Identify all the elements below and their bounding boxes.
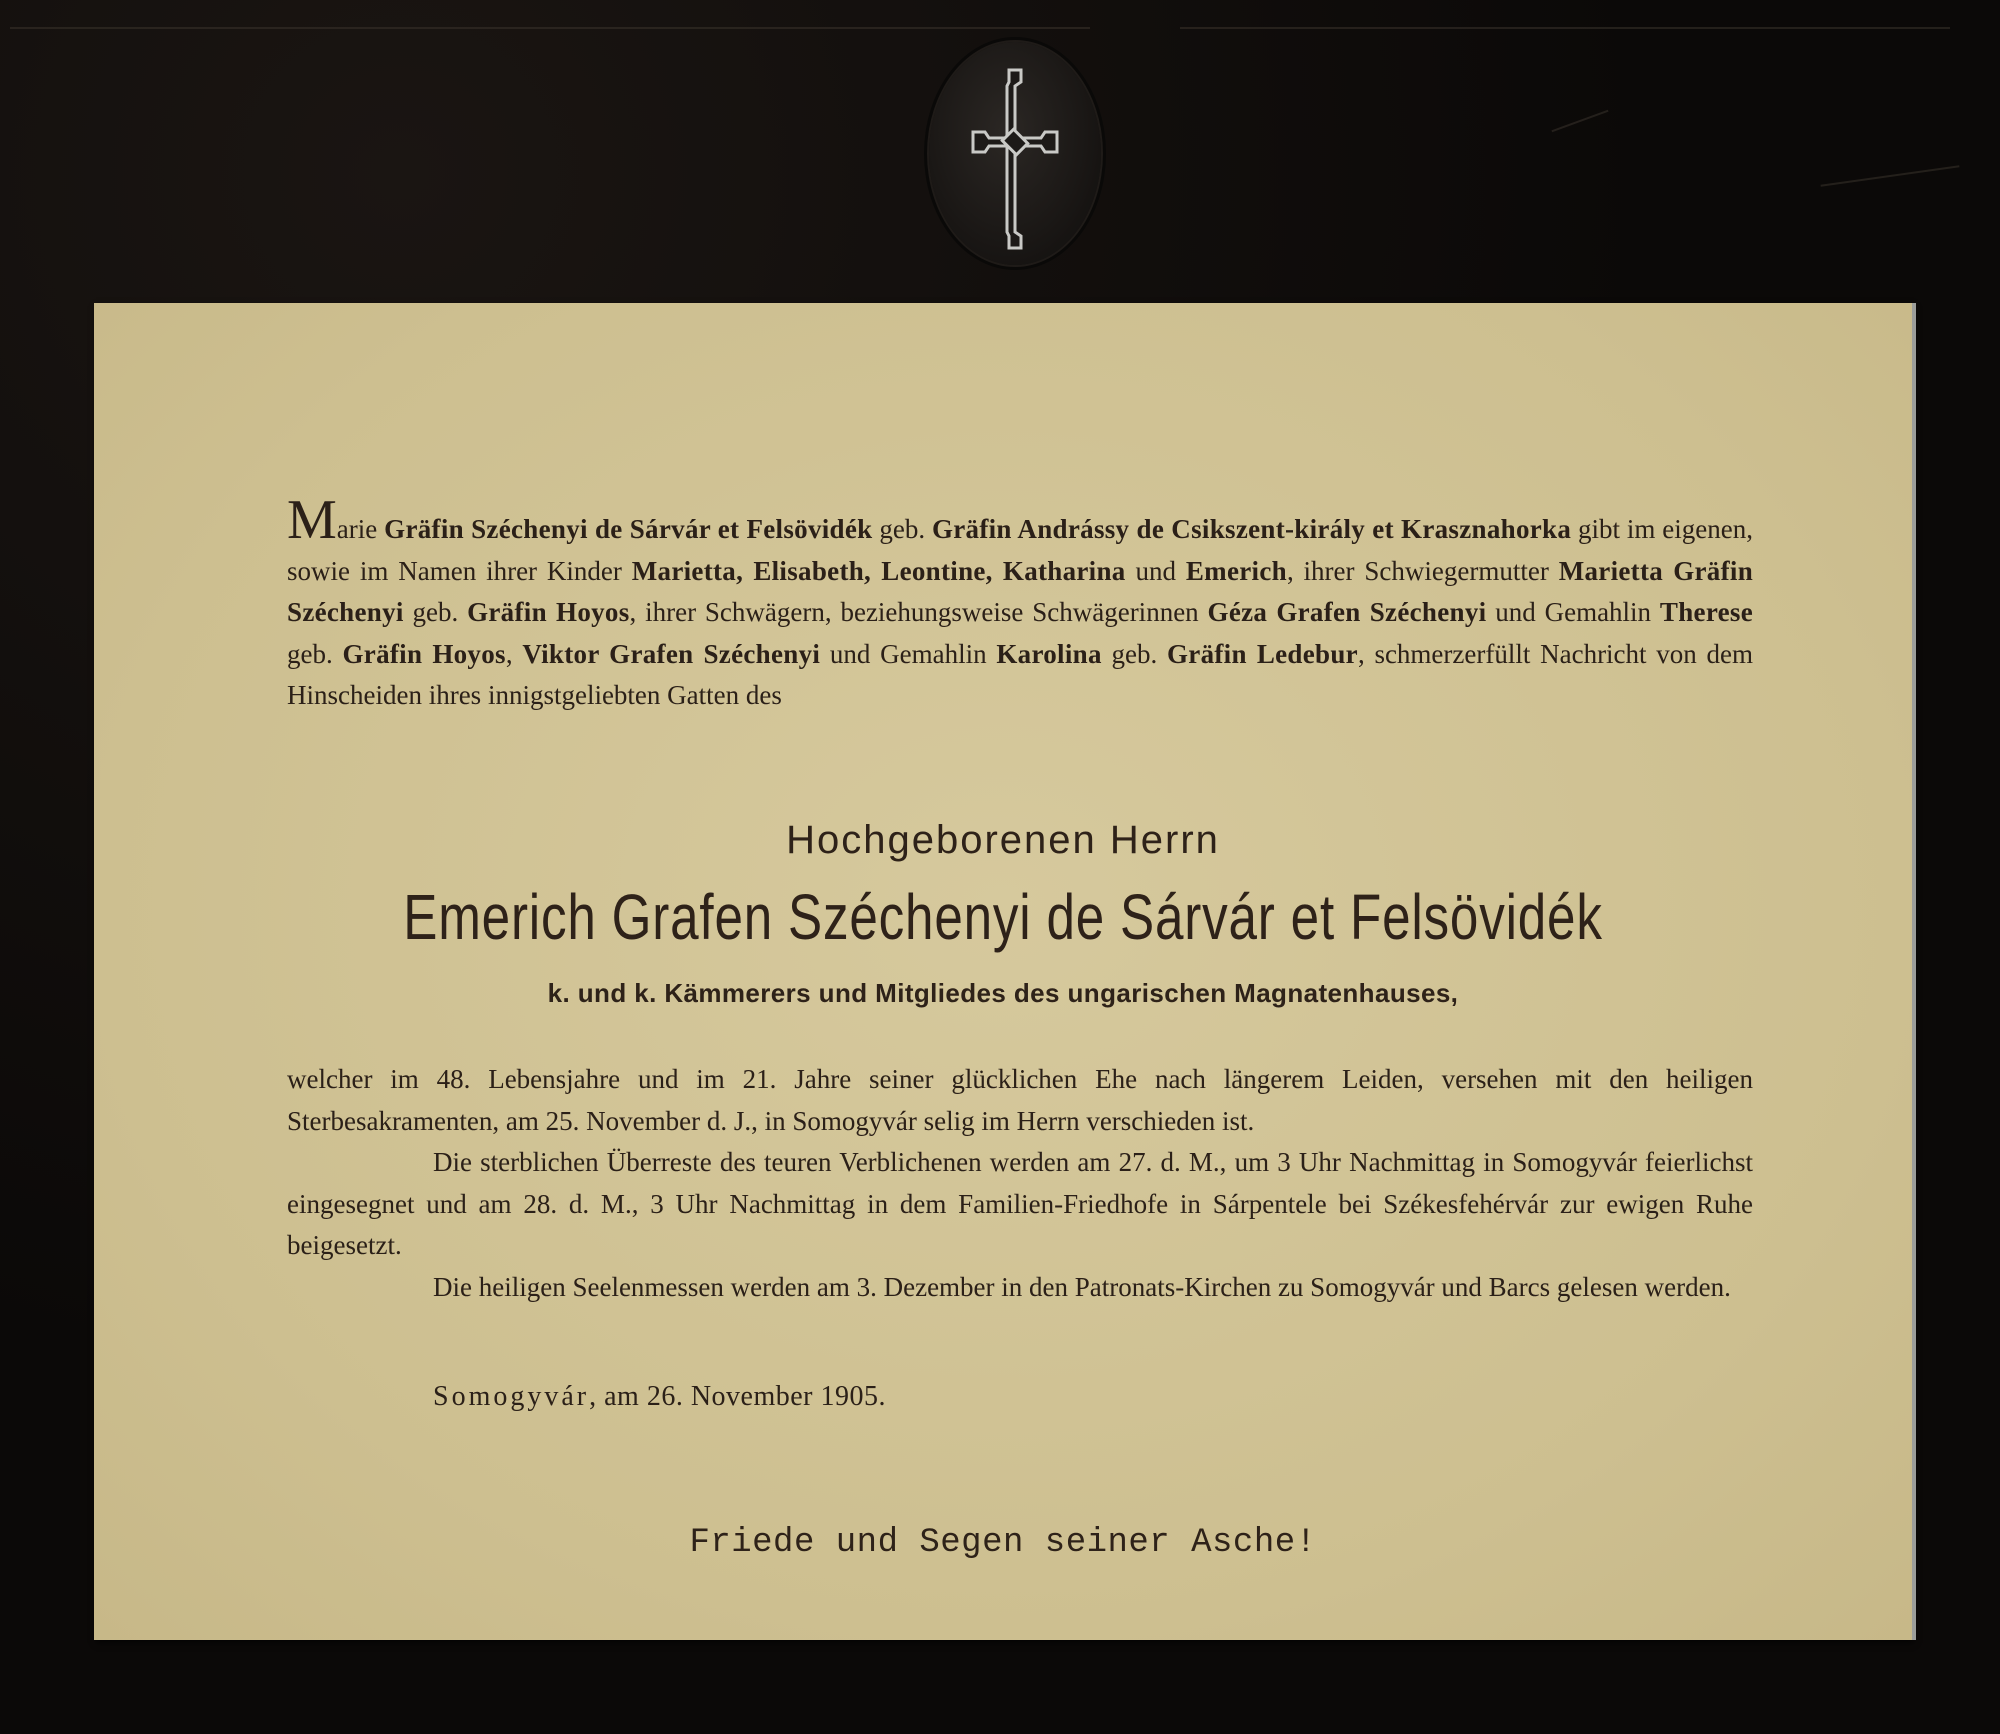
deceased-name: Emerich Grafen Széchenyi de Sárvár et Felsövidék: [403, 881, 1603, 953]
name-run: Emerich: [1185, 555, 1287, 586]
card-edge: [1912, 303, 1916, 1640]
text-run: gibt im eigenen, sowie im Namen ihrer Kinder: [287, 514, 1753, 586]
name-run: Marietta, Elisabeth, Leontine, Katharina: [631, 555, 1126, 586]
name-run: Karolina: [996, 638, 1102, 669]
drop-cap: M: [287, 489, 337, 551]
border-scratch: [1551, 110, 1608, 132]
name-run: Gräfin Széchenyi de Sárvár et Felsövidék: [384, 514, 873, 544]
name-run: Géza Grafen Széchenyi: [1207, 597, 1487, 627]
border-scratch: [10, 27, 1090, 29]
text-run: und Gemahlin: [1486, 597, 1660, 627]
text-run: , schmerzerfüllt Nachricht von dem Hinscheiden ihres innigstgeliebten Gatten des: [287, 638, 1754, 710]
body-text: [287, 1059, 1753, 1308]
deceased-titles: k. und k. Kämmerers und Mitgliedes des ungarischen Magnatenhauses,: [547, 978, 1459, 1008]
death-paragraph: welcher im 48. Lebensjahre und im 21. Jahre seiner glücklichen Ehe nach längerem Leiden, versehen mit den heiligen Sterbesakramenten, am 25. November d. J., in Somogyvár selig im Herrn verschieden ist.: [287, 1064, 1753, 1136]
cross-medallion: [929, 42, 1101, 265]
name-run: Gräfin Hoyos: [342, 638, 506, 669]
name-run: Gräfin Andrássy de Csikszent-király et Krasznahorka: [931, 514, 1572, 544]
text-run: geb.: [287, 638, 343, 669]
text-run: geb.: [872, 514, 932, 544]
name-run: Gräfin Ledebur: [1167, 638, 1358, 669]
cross-icon: [929, 42, 1101, 265]
place-date: [433, 1381, 886, 1413]
text-run: und Gemahlin: [820, 638, 997, 669]
masses-paragraph: Die heiligen Seelenmessen werden am 3. Dezember in den Patronats-Kirchen zu Somogyvár und Barcs gelesen werden.: [433, 1271, 1731, 1302]
text-run: , ihrer Schwägern, beziehungsweise Schwägerinnen: [629, 597, 1208, 627]
text-run: und: [1125, 555, 1186, 586]
date: , am 26. November 1905.: [589, 1381, 886, 1412]
place: Somogyvár: [433, 1381, 590, 1412]
mourning-card: [94, 303, 1912, 1640]
text-run: arie: [336, 514, 385, 544]
name-run: Marietta Gräfin Széchenyi: [287, 555, 1754, 627]
intro-paragraph: [287, 489, 1754, 717]
burial-paragraph: Die sterblichen Überreste des teuren Verblichenen werden am 27. d. M., um 3 Uhr Nachmittag in Somogyvár feierlichst eingesegnet und am 28. d. M., 3 Uhr Nachmittag in dem Familien-Friedhofe in Sárpentele bei Székesfehérvár zur ewigen Ruhe beigesetzt.: [287, 1147, 1753, 1260]
border-scratch: [1180, 27, 1950, 29]
border-scratch: [1821, 165, 1960, 186]
honorific: Hochgeborenen Herrn: [786, 818, 1220, 862]
text-run: geb.: [1101, 638, 1167, 669]
text-run: , ihrer Schwiegermutter: [1286, 555, 1559, 586]
text-run: geb.: [403, 597, 468, 627]
name-run: Viktor Grafen Széchenyi: [522, 638, 821, 669]
name-run: Gräfin Hoyos: [467, 597, 630, 627]
name-run: Therese: [1659, 597, 1753, 627]
closing-line: Friede und Segen seiner Asche!: [689, 1524, 1317, 1562]
text-run: ,: [505, 638, 523, 669]
